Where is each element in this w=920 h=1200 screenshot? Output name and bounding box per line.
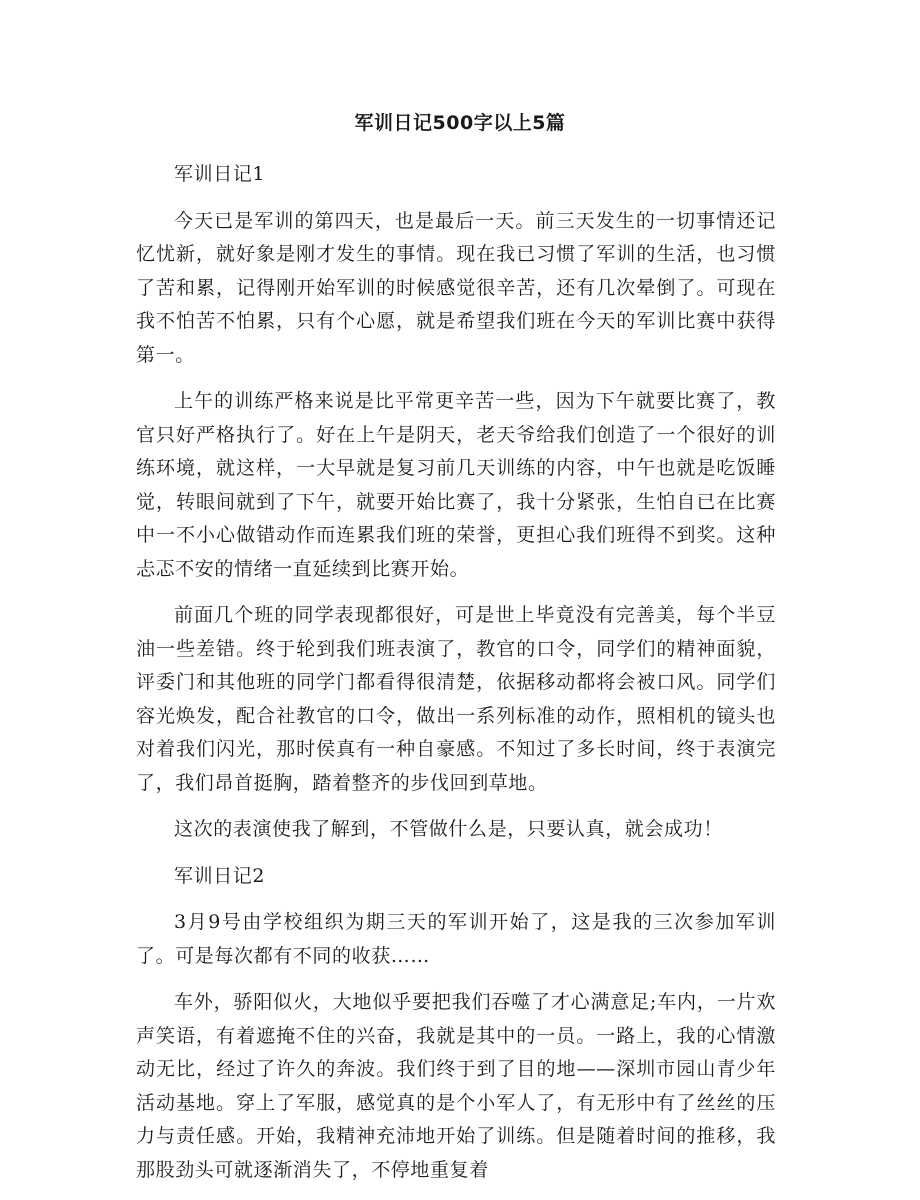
paragraph: 前面几个班的同学表现都很好，可是世上毕竟没有完善美，每个半豆油一些差错。终于轮到我们班表演了，教官的口令，同学们的精神面貌，评委门和其他班的同学门都看得很清楚，依据移动都将会被口风。同学们容光焕发，配合社教官的口令，做出一系列标准的动作，照相机的镜头也对着我们闪光，那时侯真有一种自豪感。不知过了多长时间，终于表演完了，我们昂首挺胸，踏着整齐的步伐回到草地。 — [136, 604, 776, 794]
paragraph: 车外，骄阳似火，大地似乎要把我们吞噬了才心满意足;车内，一片欢声笑语，有着遮掩不住的兴奋，我就是其中的一员。一路上，我的心情激动无比，经过了许久的奔波。我们终于到了目的地——深圳市园山青少年活动基地。穿上了军服，感觉真的是个小军人了，有无形中有了丝丝的压力与责任感。开始，我精神充沛地开始了训练。但是随着时间的推移，我那股劲头可就逐渐消失了，不停地重复着 — [136, 991, 776, 1181]
document-title: 军训日记500字以上5篇 — [354, 112, 566, 134]
paragraph: 上午的训练严格来说是比平常更辛苦一些，因为下午就要比赛了，教官只好严格执行了。好在上午是阴天，老天爷给我们创造了一个很好的训练环境，就这样，一大早就是复习前几天训练的内容，中午也就是吃饭睡觉，转眼间就到了下午，就要开始比赛了，我十分紧张，生怕自已在比赛中一不小心做错动作而连累我们班的荣誉，更担心我们班得不到奖。这种忐忑不安的情绪一直延续到比赛开始。 — [136, 390, 776, 580]
paragraph: 今天已是军训的第四天，也是最后一天。前三天发生的一切事情还记忆忧新，就好象是刚才发生的事情。现在我已习惯了军训的生活，也习惯了苦和累，记得刚开始军训的时候感觉很辛苦，还有几次晕倒了。可现在我不怕苦不怕累，只有个心愿，就是希望我们班在今天的军训比赛中获得第一。 — [136, 209, 776, 366]
section-heading-1: 军训日记1 — [174, 163, 266, 185]
paragraph: 3月9号由学校组织为期三天的军训开始了，这是我的三次参加军训了。可是每次都有不同的收获…… — [136, 911, 776, 967]
paragraph: 这次的表演使我了解到，不管做什么是，只要认真，就会成功！ — [174, 818, 723, 840]
document-body — [136, 158, 776, 1200]
section-heading-2: 军训日记2 — [174, 864, 266, 887]
